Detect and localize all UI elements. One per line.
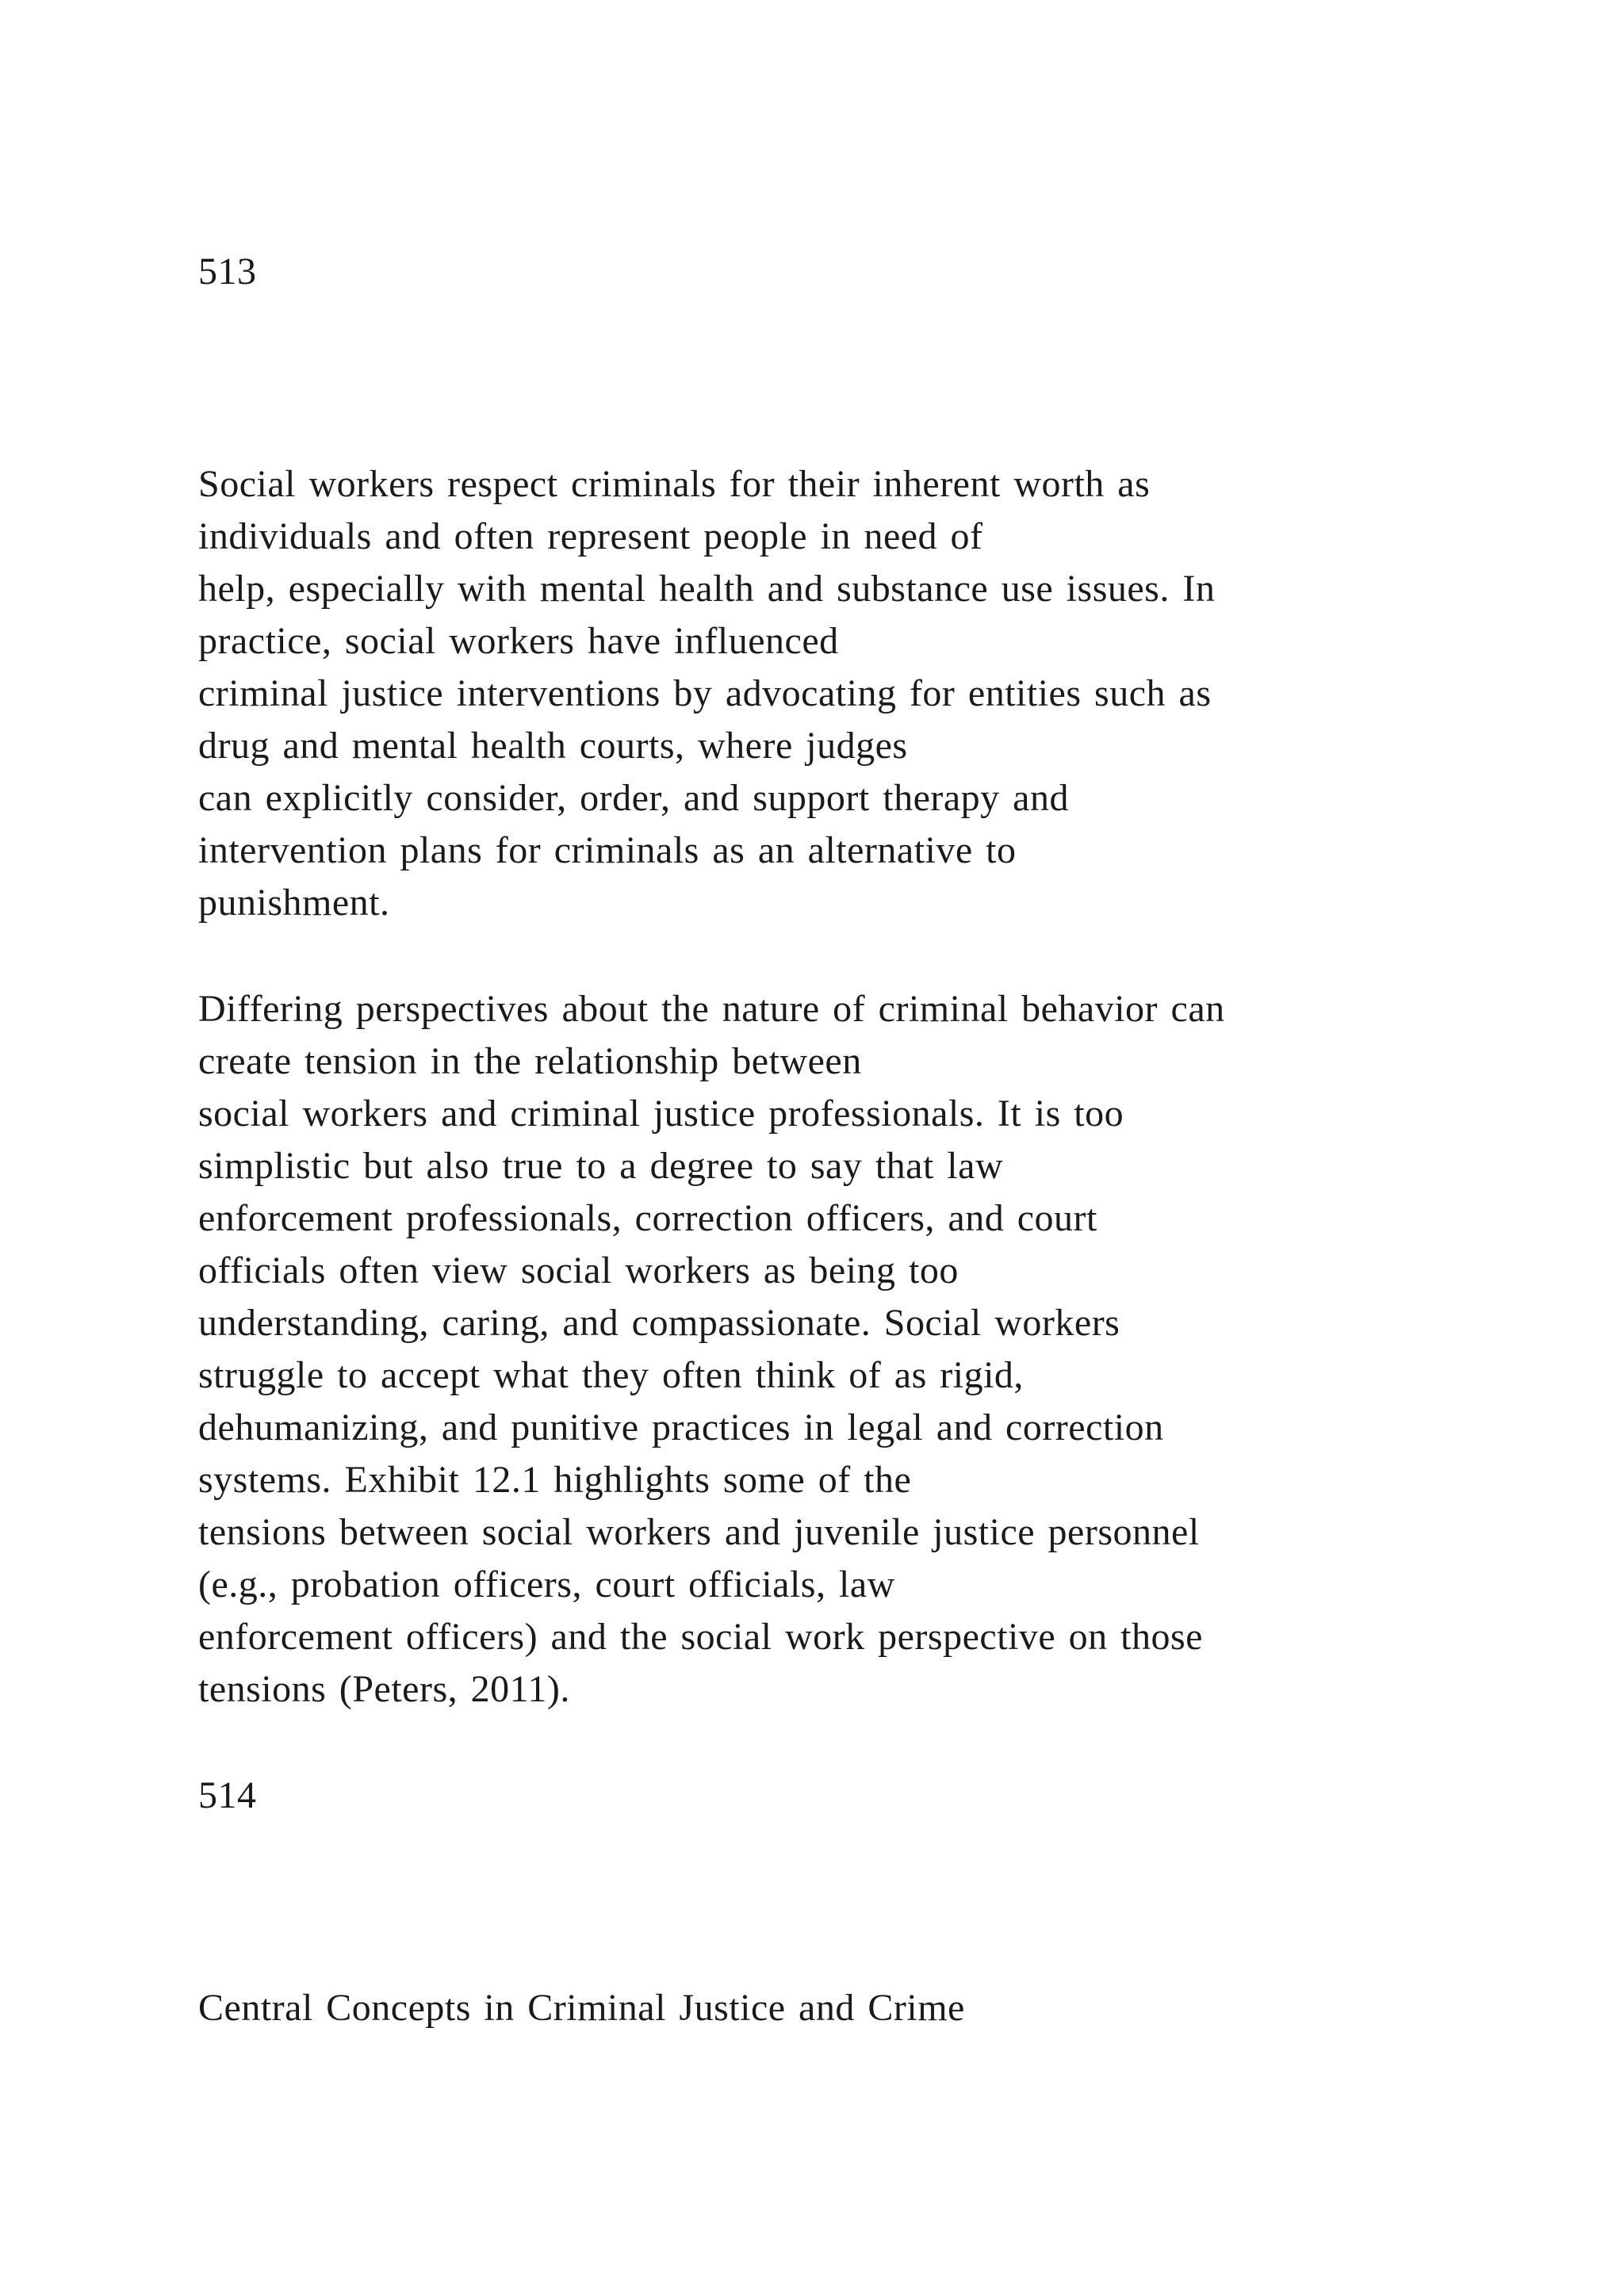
paragraph-line: officials often view social workers as being too [198,1249,959,1292]
paragraph-line: enforcement officers) and the social work perspective on those [198,1616,1203,1658]
paragraph-line: can explicitly consider, order, and support therapy and [198,777,1069,819]
paragraph-line: social workers and criminal justice professionals. It is too [198,1093,1124,1135]
page-number-513: 513 [198,251,257,293]
paragraph-line: help, especially with mental health and substance use issues. In [198,568,1216,610]
paragraph-line: intervention plans for criminals as an alternative to [198,829,1017,871]
paragraph-line: individuals and often represent people in need of [198,515,983,557]
paragraph-line: Social workers respect criminals for their inherent worth as [198,463,1151,505]
section-heading: Central Concepts in Criminal Justice and Crime [198,1987,965,2029]
paragraph-line: understanding, caring, and compassionate. Social workers [198,1302,1120,1344]
paragraph-line: struggle to accept what they often think of as rigid, [198,1354,1024,1396]
paragraph-line: systems. Exhibit 12.1 highlights some of the [198,1459,912,1501]
paragraph-line: drug and mental health courts, where judges [198,725,908,767]
paragraph-line: create tension in the relationship between [198,1040,862,1082]
page-number-514: 514 [198,1774,257,1816]
paragraph-line: practice, social workers have influenced [198,620,839,662]
paragraph-line: criminal justice interventions by advocating for entities such as [198,672,1212,714]
paragraph-line: simplistic but also true to a degree to say that law [198,1145,1004,1187]
paragraph-line: enforcement professionals, correction officers, and court [198,1197,1097,1239]
paragraph-line: punishment. [198,882,390,924]
paragraph-line: Differing perspectives about the nature of criminal behavior can [198,988,1225,1030]
paragraph-line: tensions between social workers and juvenile justice personnel [198,1511,1200,1553]
paragraph-line: (e.g., probation officers, court officials, law [198,1563,895,1605]
paragraph-line: tensions (Peters, 2011). [198,1668,570,1710]
paragraph-line: dehumanizing, and punitive practices in legal and correction [198,1406,1164,1448]
